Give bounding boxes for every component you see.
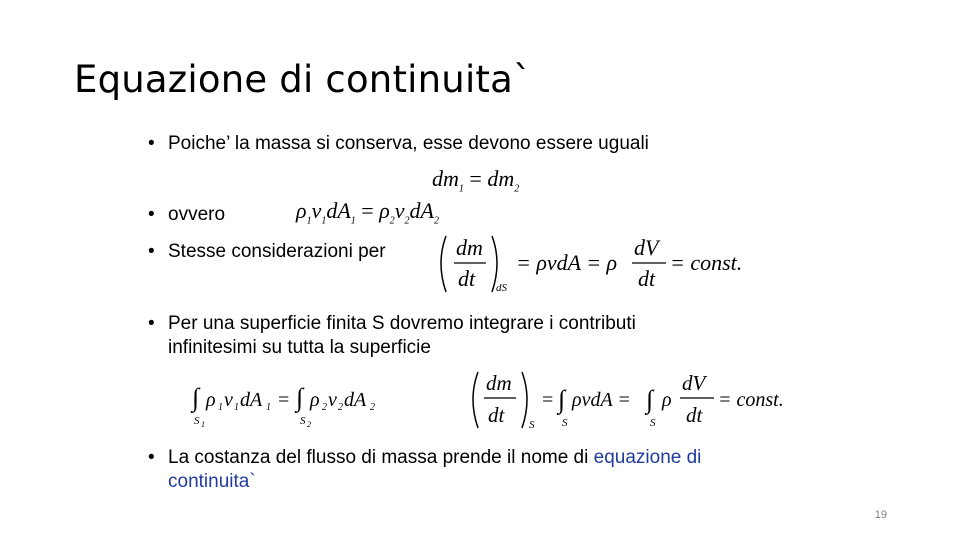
integral-sign: ∫ [646, 385, 654, 414]
eq4-lim2: S [300, 415, 306, 427]
eq5-denominator: dt [488, 403, 505, 427]
eq3-denominator-2: dt [638, 266, 656, 291]
left-paren [473, 372, 478, 428]
eq5-numerator-2: dV [682, 371, 706, 395]
eq2-rho: ρ [379, 198, 390, 223]
eq2-sub: 2 [433, 215, 439, 227]
eq5-numerator: dm [486, 371, 512, 395]
eq4-sub: 1 [266, 402, 271, 413]
eq5-lim: S [562, 417, 568, 429]
bullet-4-text-line2: infinitesimi su tutta la superficie [168, 337, 431, 358]
equation-mass-equality [432, 166, 519, 194]
eq5-equals: = [542, 389, 554, 411]
eq4-dA2: dA [344, 389, 367, 411]
eq2-sub: 1 [350, 215, 356, 227]
eq3-middle: = ρvdA = ρ [516, 250, 618, 275]
bullet-symbol: • [148, 447, 155, 468]
eq4-equals: = [278, 389, 290, 411]
eq5-subscript: S [529, 419, 535, 431]
eq4-sub: 1 [234, 402, 239, 413]
page-number: 19 [874, 509, 887, 521]
eq2-v: v [311, 198, 322, 223]
eq2-sub: 1 [321, 215, 327, 227]
eq2-sub: 2 [404, 215, 410, 227]
eq1-lhs-sub: 1 [458, 183, 464, 195]
eq3-tail: = const. [670, 250, 743, 275]
slide-title: Equazione di continuita` [74, 58, 532, 101]
eq2-sub: 1 [306, 215, 312, 227]
eq4-sub: 2 [322, 402, 327, 413]
eq3-numerator: dm [456, 235, 483, 260]
bullet-symbol: • [148, 313, 155, 334]
eq4-lim1: S [194, 415, 200, 427]
bullet-1-text: Poiche’ la massa si conserva, esse devono essere uguali [168, 133, 649, 154]
right-paren [522, 372, 527, 428]
bullet-symbol: • [148, 204, 155, 225]
bullet-5-text: La costanza del flusso di massa prende il nome di [168, 447, 594, 468]
eq4-v2: v [328, 389, 337, 411]
eq3-denominator: dt [458, 266, 476, 291]
bullet-2-text: ovvero [168, 204, 226, 225]
eq4-v1: v [224, 389, 233, 411]
eq5-tail: = const. [718, 389, 784, 411]
eq5-lim: S [650, 417, 656, 429]
eq2-dA: dA [326, 198, 351, 223]
eq2-sub: 2 [389, 215, 395, 227]
equation-integral-flux [190, 374, 400, 430]
eq4-sub: 2 [338, 402, 343, 413]
eq1-rhs-sub: 2 [514, 183, 520, 195]
eq2-dA: dA [409, 198, 434, 223]
eq5-middle: ρvdA = [572, 389, 631, 411]
left-paren [441, 236, 446, 292]
integral-sign: ∫ [296, 383, 304, 412]
eq4-dA1: dA [240, 389, 263, 411]
eq4-lim1-sub: 1 [201, 420, 205, 429]
eq3-numerator-2: dV [634, 235, 659, 260]
equation-integral-surface [464, 366, 804, 432]
eq5-rho: ρ [662, 389, 672, 411]
eq2-rho: ρ [296, 198, 307, 223]
eq2-equals: = [361, 198, 374, 223]
eq1-lhs: dm [432, 166, 459, 191]
bullet-5-text-line1 [168, 446, 701, 470]
equation-mass-flux-ds [430, 228, 760, 298]
eq4-lim2-sub: 2 [307, 420, 311, 429]
equation-flux-equality [296, 198, 439, 226]
bullet-4-text-line1: Per una superficie finita S dovremo integrare i contributi [168, 313, 636, 334]
bullet-3-text: Stesse considerazioni per [168, 241, 386, 262]
equation-link-line2[interactable]: continuita` [168, 471, 256, 492]
bullet-symbol: • [148, 241, 155, 262]
eq1-equals: = [469, 166, 482, 191]
bullet-symbol: • [148, 133, 155, 154]
eq5-denominator-2: dt [686, 403, 703, 427]
eq2-v: v [394, 198, 405, 223]
integral-sign: ∫ [192, 383, 200, 412]
eq4-sub: 1 [218, 402, 223, 413]
eq1-rhs: dm [487, 166, 515, 191]
eq4-rho1: ρ [206, 389, 216, 411]
eq4-rho2: ρ [310, 389, 320, 411]
equation-link[interactable]: equazione di [593, 447, 702, 468]
eq4-sub: 2 [370, 402, 375, 413]
eq3-subscript: dS [496, 282, 507, 294]
integral-sign: ∫ [558, 385, 566, 414]
